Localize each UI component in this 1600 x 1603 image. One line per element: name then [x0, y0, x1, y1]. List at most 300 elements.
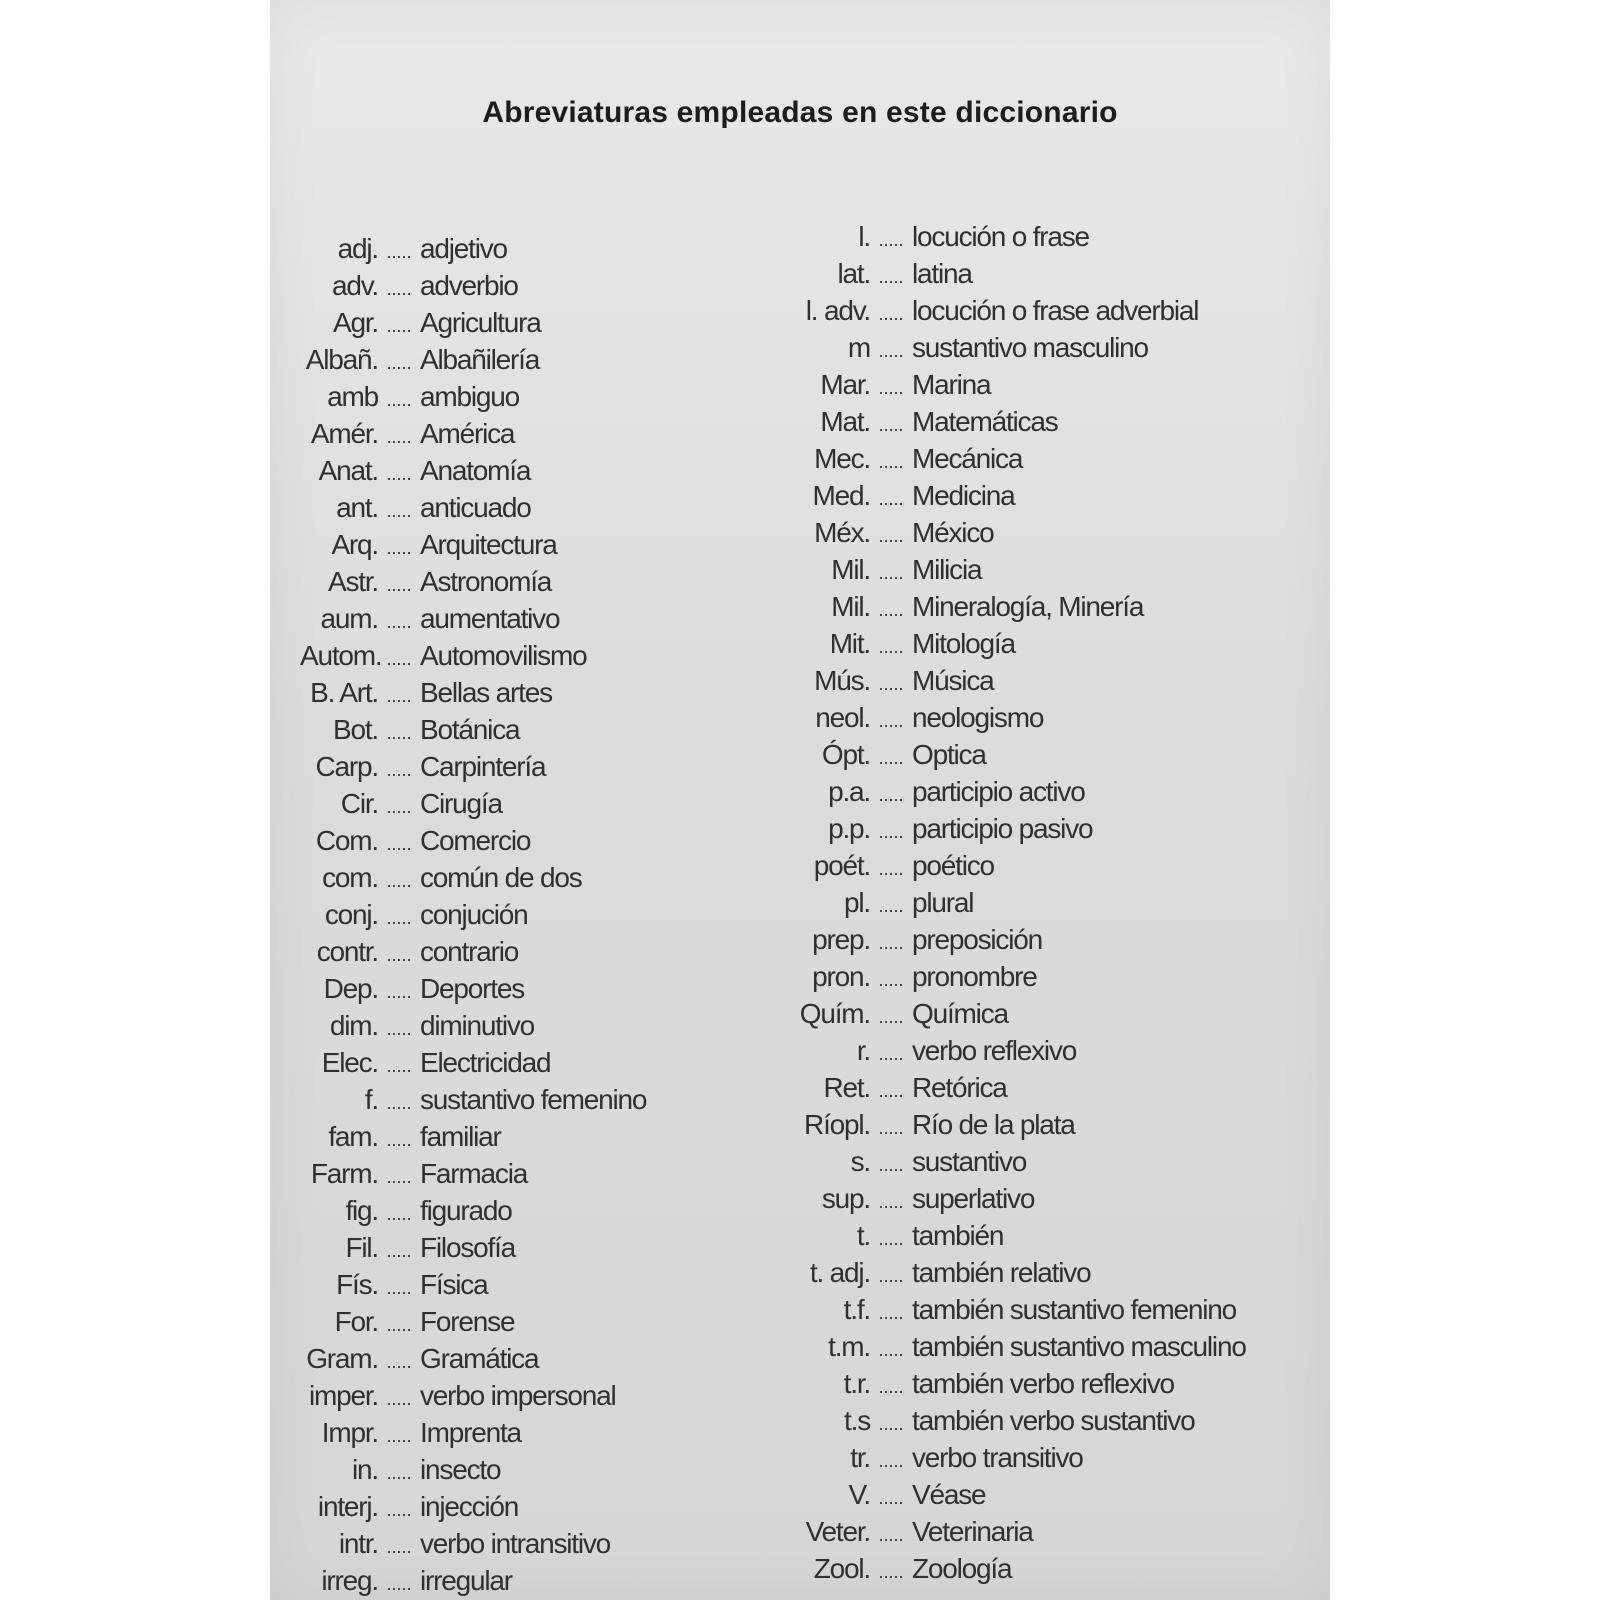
meaning: Retórica	[912, 1072, 1007, 1103]
abbreviation: Fil.	[345, 1232, 378, 1263]
abbreviation-entry	[780, 1143, 1246, 1180]
meaning: verbo impersonal	[420, 1380, 616, 1411]
dot-leader: .....	[386, 686, 412, 706]
meaning: Milicia	[912, 554, 982, 585]
dot-leader: .....	[386, 501, 412, 521]
meaning: Optica	[912, 739, 986, 770]
abbreviation: prep.	[812, 924, 870, 955]
dot-leader: .....	[878, 896, 904, 916]
abbreviation: tr.	[850, 1442, 870, 1473]
abbreviation: pl.	[844, 887, 870, 918]
meaning: latina	[912, 258, 972, 289]
dot-leader: .....	[878, 304, 904, 324]
abbreviation: irreg.	[321, 1565, 378, 1596]
dot-leader: .....	[878, 711, 904, 731]
dot-leader: .....	[386, 1463, 412, 1483]
dot-leader: .....	[878, 1229, 904, 1249]
meaning: Automovilismo	[420, 640, 587, 671]
abbreviation: conj.	[324, 899, 378, 930]
dot-leader: .....	[878, 1303, 904, 1323]
dot-leader: .....	[386, 908, 412, 928]
dot-leader: .....	[386, 242, 412, 262]
meaning: ambiguo	[420, 381, 520, 412]
abbreviation-entry	[300, 230, 646, 267]
dot-leader: .....	[386, 760, 412, 780]
abbreviation-entry	[780, 1180, 1246, 1217]
abbreviation: Mil.	[831, 554, 870, 585]
meaning: también	[912, 1220, 1004, 1251]
abbreviation-entry	[780, 477, 1246, 514]
meaning: Medicina	[912, 480, 1015, 511]
meaning: Véase	[912, 1479, 986, 1510]
dot-leader: .....	[386, 834, 412, 854]
dot-leader: .....	[386, 982, 412, 1002]
abbreviation-entry	[300, 896, 646, 933]
abbreviation: fam.	[328, 1121, 378, 1152]
abbreviation: Méx.	[814, 517, 870, 548]
abbreviation: Impr.	[321, 1417, 378, 1448]
dot-leader: .....	[878, 1562, 904, 1582]
abbreviation: t.	[856, 1220, 870, 1251]
dot-leader: .....	[386, 649, 412, 669]
abbreviation-entry	[300, 637, 646, 674]
abbreviation: p.a.	[828, 776, 870, 807]
abbreviation-entry	[300, 1007, 646, 1044]
abbreviation: aum.	[320, 603, 378, 634]
abbreviation-entry	[780, 292, 1246, 329]
abbreviation-entry	[780, 1328, 1246, 1365]
abbreviation: Arq.	[331, 529, 378, 560]
abbreviation: Mit.	[829, 628, 870, 659]
meaning: sustantivo masculino	[912, 332, 1148, 363]
meaning: aumentativo	[420, 603, 560, 634]
dot-leader: .....	[878, 230, 904, 250]
abbreviation-entry	[300, 600, 646, 637]
meaning: Música	[912, 665, 994, 696]
abbreviation-entry	[300, 563, 646, 600]
dot-leader: .....	[878, 563, 904, 583]
meaning: también sustantivo masculino	[912, 1331, 1246, 1362]
abbreviation-entry	[780, 403, 1246, 440]
dot-leader: .....	[878, 415, 904, 435]
abbreviation-entry	[300, 526, 646, 563]
abbreviation-entry	[300, 674, 646, 711]
dot-leader: .....	[386, 1389, 412, 1409]
dot-leader: .....	[878, 1525, 904, 1545]
dot-leader: .....	[878, 674, 904, 694]
dot-leader: .....	[386, 1204, 412, 1224]
abbreviation-entry	[300, 1118, 646, 1155]
abbreviation-entry	[300, 1044, 646, 1081]
abbreviation-entry	[300, 1525, 646, 1562]
meaning: Veterinaria	[912, 1516, 1033, 1547]
meaning: participio activo	[912, 776, 1085, 807]
abbreviation-entry	[780, 329, 1246, 366]
meaning: Marina	[912, 369, 991, 400]
abbreviation: Anat.	[318, 455, 378, 486]
meaning: locución o frase	[912, 221, 1089, 252]
abbreviation: Veter.	[805, 1516, 870, 1547]
dot-leader: .....	[878, 748, 904, 768]
abbreviation-entry	[300, 1377, 646, 1414]
abbreviation-entry	[780, 1106, 1246, 1143]
abbreviation: sup.	[821, 1183, 870, 1214]
abbreviation: Quím.	[799, 998, 870, 1029]
meaning: Deportes	[420, 973, 525, 1004]
abbreviation: amb	[327, 381, 378, 412]
meaning: Filosofía	[420, 1232, 516, 1263]
abbreviation: interj.	[317, 1491, 378, 1522]
abbreviation: m	[847, 332, 870, 363]
abbreviation-entry	[780, 440, 1246, 477]
meaning: verbo transitivo	[912, 1442, 1083, 1473]
abbreviation-entry	[780, 810, 1246, 847]
abbreviation-entry	[780, 218, 1246, 255]
meaning: también verbo reflexivo	[912, 1368, 1174, 1399]
dot-leader: .....	[386, 1500, 412, 1520]
abbreviation: t.f.	[843, 1294, 870, 1325]
dot-leader: .....	[386, 390, 412, 410]
meaning: Electricidad	[420, 1047, 551, 1078]
abbreviation: contr.	[316, 936, 378, 967]
abbreviation: dim.	[329, 1010, 378, 1041]
abbreviation-entry	[780, 884, 1246, 921]
meaning: Matemáticas	[912, 406, 1058, 437]
dot-leader: .....	[386, 1278, 412, 1298]
abbreviation: Carp.	[315, 751, 378, 782]
abbreviation-entry	[300, 785, 646, 822]
abbreviation-entry	[300, 1451, 646, 1488]
abbreviation: Amér.	[310, 418, 378, 449]
dot-leader: .....	[878, 1377, 904, 1397]
meaning: verbo intransitivo	[420, 1528, 611, 1559]
abbreviation: V.	[848, 1479, 870, 1510]
dot-leader: .....	[878, 1488, 904, 1508]
abbreviation-entry	[780, 847, 1246, 884]
abbreviation: t.s	[844, 1405, 870, 1436]
abbreviation-entry	[780, 699, 1246, 736]
dot-leader: .....	[878, 1266, 904, 1286]
dot-leader: .....	[386, 1167, 412, 1187]
meaning: Cirugía	[420, 788, 502, 819]
abbreviation: Autom.	[300, 640, 382, 671]
dot-leader: .....	[386, 945, 412, 965]
dot-leader: .....	[878, 267, 904, 287]
abbreviation: Astr.	[327, 566, 378, 597]
meaning: común de dos	[420, 862, 582, 893]
abbreviation: com.	[322, 862, 378, 893]
abbreviation: f.	[364, 1084, 378, 1115]
abbreviation: adj.	[337, 233, 378, 264]
abbreviation: Elec.	[321, 1047, 378, 1078]
meaning: Botánica	[420, 714, 520, 745]
abbreviation-entry	[300, 1488, 646, 1525]
meaning: Imprenta	[420, 1417, 521, 1448]
abbreviation-entry	[780, 1550, 1246, 1587]
meaning: preposición	[912, 924, 1042, 955]
abbreviation-entry	[780, 1291, 1246, 1328]
dot-leader: .....	[386, 1574, 412, 1594]
dot-leader: .....	[386, 1352, 412, 1372]
abbreviation-entry	[300, 267, 646, 304]
abbreviation-entry	[780, 366, 1246, 403]
abbreviation: Gram.	[306, 1343, 378, 1374]
dot-leader: .....	[878, 526, 904, 546]
abbreviation-list-left	[300, 230, 646, 1599]
abbreviation-entry	[300, 415, 646, 452]
abbreviation-entry	[780, 736, 1246, 773]
abbreviation-entry	[300, 1192, 646, 1229]
meaning: contrario	[420, 936, 519, 967]
abbreviation-entry	[780, 1439, 1246, 1476]
abbreviation: t. adj.	[809, 1257, 870, 1288]
meaning: adjetivo	[420, 233, 507, 264]
meaning: también verbo sustantivo	[912, 1405, 1195, 1436]
dot-leader: .....	[386, 1130, 412, 1150]
dot-leader: .....	[386, 575, 412, 595]
abbreviation-entry	[780, 1032, 1246, 1069]
abbreviation-entry	[780, 958, 1246, 995]
dot-leader: .....	[878, 1192, 904, 1212]
abbreviation-entry	[300, 304, 646, 341]
meaning: irregular	[420, 1565, 512, 1596]
abbreviation: Ríopl.	[804, 1109, 870, 1140]
meaning: Astronomía	[420, 566, 552, 597]
abbreviation-entry	[780, 1217, 1246, 1254]
meaning: América	[420, 418, 515, 449]
meaning: Carpintería	[420, 751, 546, 782]
meaning: superlativo	[912, 1183, 1035, 1214]
dot-leader: .....	[386, 797, 412, 817]
dot-leader: .....	[878, 1081, 904, 1101]
dot-leader: .....	[386, 1056, 412, 1076]
dot-leader: .....	[386, 612, 412, 632]
meaning: locución o frase adverbial	[912, 295, 1199, 326]
abbreviation-entry	[780, 255, 1246, 292]
dot-leader: .....	[878, 341, 904, 361]
abbreviation: Cir.	[340, 788, 378, 819]
meaning: insecto	[420, 1454, 501, 1485]
dot-leader: .....	[878, 1414, 904, 1434]
abbreviation-entry	[780, 921, 1246, 958]
abbreviation: poét.	[813, 850, 870, 881]
abbreviation: Med.	[812, 480, 870, 511]
abbreviation-entry	[300, 933, 646, 970]
abbreviation-entry	[300, 1081, 646, 1118]
abbreviation-entry	[780, 1476, 1246, 1513]
dot-leader: .....	[386, 427, 412, 447]
meaning: sustantivo femenino	[420, 1084, 647, 1115]
meaning: anticuado	[420, 492, 531, 523]
meaning: Comercio	[420, 825, 531, 856]
meaning: también relativo	[912, 1257, 1091, 1288]
abbreviation: Mil.	[831, 591, 870, 622]
dot-leader: .....	[386, 316, 412, 336]
dot-leader: .....	[878, 1155, 904, 1175]
dot-leader: .....	[386, 1537, 412, 1557]
abbreviation-entry	[780, 1513, 1246, 1550]
abbreviation: in.	[352, 1454, 378, 1485]
abbreviation: Fís.	[336, 1269, 378, 1300]
dot-leader: .....	[386, 1315, 412, 1335]
abbreviation: Mús.	[814, 665, 870, 696]
meaning: Albañilería	[420, 344, 540, 375]
abbreviation-entry	[300, 1229, 646, 1266]
abbreviation: s.	[850, 1146, 870, 1177]
meaning: sustantivo	[912, 1146, 1027, 1177]
abbreviation: lat.	[837, 258, 870, 289]
abbreviation: Ret.	[823, 1072, 870, 1103]
meaning: Anatomía	[420, 455, 531, 486]
dot-leader: .....	[386, 1093, 412, 1113]
abbreviation-entry	[780, 625, 1246, 662]
meaning: Bellas artes	[420, 677, 552, 708]
dot-leader: .....	[878, 452, 904, 472]
abbreviation: Bot.	[332, 714, 378, 745]
abbreviation: Mat.	[820, 406, 870, 437]
abbreviation-entry	[780, 514, 1246, 551]
meaning: Química	[912, 998, 1008, 1029]
abbreviation-entry	[780, 773, 1246, 810]
abbreviation: For.	[334, 1306, 378, 1337]
dot-leader: .....	[878, 1340, 904, 1360]
abbreviation: Zool.	[813, 1553, 870, 1584]
abbreviation-entry	[300, 1414, 646, 1451]
meaning: Farmacia	[420, 1158, 528, 1189]
meaning: Río de la plata	[912, 1109, 1075, 1140]
dot-leader: .....	[878, 1044, 904, 1064]
meaning: Gramática	[420, 1343, 539, 1374]
dot-leader: .....	[878, 970, 904, 990]
abbreviation: p.p.	[828, 813, 870, 844]
meaning: figurado	[420, 1195, 512, 1226]
abbreviation: l.	[858, 221, 870, 252]
abbreviation-entry	[780, 1365, 1246, 1402]
abbreviation-entry	[780, 1402, 1246, 1439]
dot-leader: .....	[878, 859, 904, 879]
abbreviation-entry	[780, 662, 1246, 699]
abbreviation-entry	[780, 1069, 1246, 1106]
dot-leader: .....	[878, 489, 904, 509]
dot-leader: .....	[386, 538, 412, 558]
dot-leader: .....	[878, 1118, 904, 1138]
abbreviation-entry	[300, 341, 646, 378]
abbreviation: Ópt.	[821, 739, 870, 770]
dot-leader: .....	[386, 723, 412, 743]
abbreviation: Mec.	[814, 443, 870, 474]
meaning: familiar	[420, 1121, 501, 1152]
meaning: también sustantivo femenino	[912, 1294, 1237, 1325]
abbreviation-entry	[300, 822, 646, 859]
meaning: Forense	[420, 1306, 515, 1337]
dot-leader: .....	[386, 871, 412, 891]
abbreviation: adv.	[331, 270, 378, 301]
meaning: Agricultura	[420, 307, 541, 338]
abbreviation: intr.	[338, 1528, 378, 1559]
abbreviation-entry	[300, 1266, 646, 1303]
meaning: México	[912, 517, 994, 548]
abbreviation-entry	[780, 995, 1246, 1032]
page-title: Abreviaturas empleadas en este diccionario	[482, 96, 1118, 129]
dot-leader: .....	[878, 1451, 904, 1471]
dot-leader: .....	[878, 637, 904, 657]
dot-leader: .....	[386, 1426, 412, 1446]
abbreviation-list-right	[780, 218, 1246, 1587]
abbreviation: Agr.	[332, 307, 378, 338]
dot-leader: .....	[386, 279, 412, 299]
meaning: injección	[420, 1491, 519, 1522]
dot-leader: .....	[878, 378, 904, 398]
abbreviation: Dep.	[323, 973, 378, 1004]
abbreviation: t.m.	[828, 1331, 870, 1362]
abbreviation-entry	[300, 859, 646, 896]
dot-leader: .....	[878, 1007, 904, 1027]
abbreviation-entry	[300, 748, 646, 785]
dot-leader: .....	[878, 933, 904, 953]
abbreviation: fig.	[345, 1195, 378, 1226]
meaning: Mecánica	[912, 443, 1023, 474]
abbreviation-entry	[300, 489, 646, 526]
meaning: diminutivo	[420, 1010, 535, 1041]
abbreviation: B. Art.	[310, 677, 378, 708]
dictionary-page	[270, 0, 1330, 1600]
meaning: conjución	[420, 899, 528, 930]
meaning: pronombre	[912, 961, 1037, 992]
abbreviation: Mar.	[820, 369, 870, 400]
abbreviation-entry	[300, 378, 646, 415]
abbreviation-entry	[300, 970, 646, 1007]
meaning: Física	[420, 1269, 488, 1300]
abbreviation-entry	[780, 588, 1246, 625]
abbreviation-entry	[300, 1303, 646, 1340]
abbreviation-entry	[780, 1254, 1246, 1291]
meaning: Zoología	[912, 1553, 1012, 1584]
abbreviation-entry	[300, 1340, 646, 1377]
abbreviation: t.r.	[843, 1368, 870, 1399]
dot-leader: .....	[386, 464, 412, 484]
abbreviation: imper.	[308, 1380, 378, 1411]
meaning: poético	[912, 850, 994, 881]
abbreviation: l. adv.	[805, 295, 870, 326]
abbreviation: Farm.	[310, 1158, 378, 1189]
dot-leader: .....	[386, 1019, 412, 1039]
abbreviation: Com.	[315, 825, 378, 856]
abbreviation-entry	[780, 551, 1246, 588]
abbreviation-entry	[300, 1562, 646, 1599]
dot-leader: .....	[386, 353, 412, 373]
abbreviation: neol.	[815, 702, 870, 733]
dot-leader: .....	[878, 600, 904, 620]
meaning: adverbio	[420, 270, 518, 301]
dot-leader: .....	[878, 785, 904, 805]
abbreviation-entry	[300, 1155, 646, 1192]
meaning: Mineralogía, Minería	[912, 591, 1144, 622]
meaning: Arquitectura	[420, 529, 557, 560]
abbreviation-entry	[300, 452, 646, 489]
abbreviation: ant.	[336, 492, 378, 523]
abbreviation: r.	[856, 1035, 870, 1066]
meaning: neologismo	[912, 702, 1044, 733]
dot-leader: .....	[878, 822, 904, 842]
meaning: Mitología	[912, 628, 1015, 659]
dot-leader: .....	[386, 1241, 412, 1261]
meaning: verbo reflexivo	[912, 1035, 1077, 1066]
abbreviation-entry	[300, 711, 646, 748]
abbreviation: pron.	[812, 961, 870, 992]
abbreviation: Albañ.	[305, 344, 378, 375]
meaning: participio pasivo	[912, 813, 1093, 844]
meaning: plural	[912, 887, 974, 918]
